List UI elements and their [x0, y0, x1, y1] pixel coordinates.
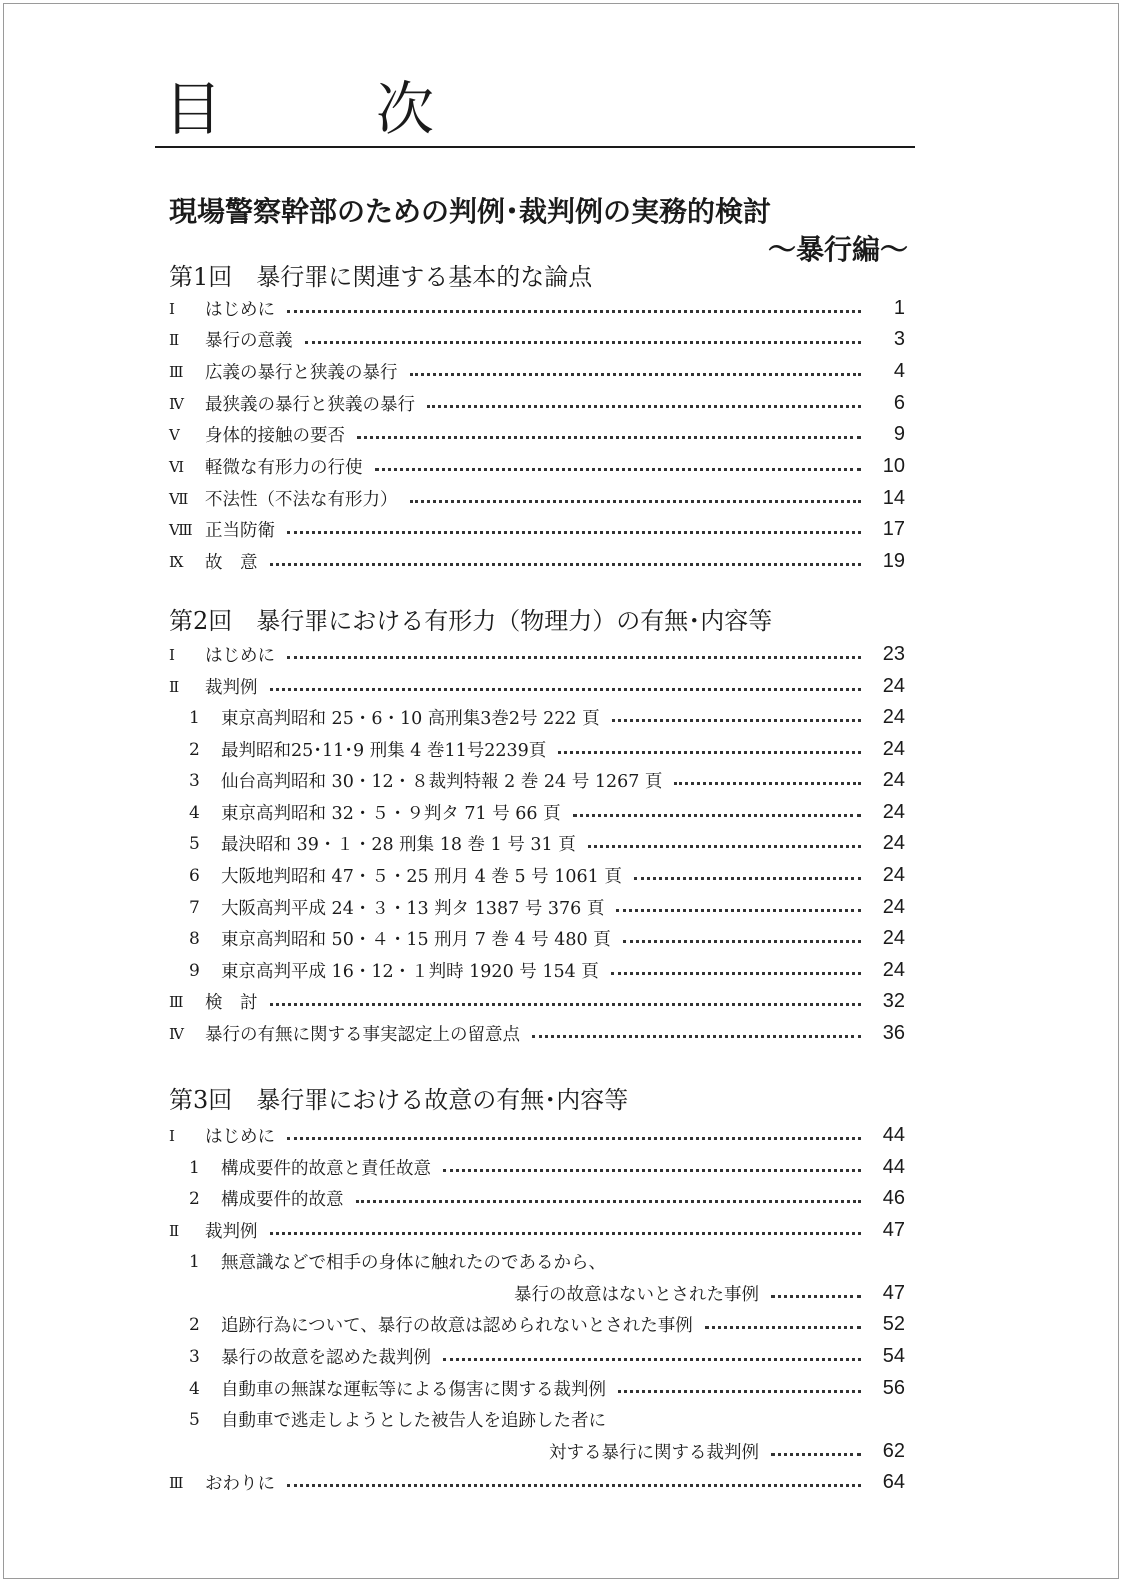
entry-number: 1 — [189, 1251, 200, 1272]
entry-number: Ⅸ — [169, 552, 184, 571]
dot-leader — [270, 563, 862, 566]
entry-title: 仙台高判昭和 30・12・８裁判特報 2 巻 24 号 1267 頁 — [221, 772, 663, 792]
entry-page: 24 — [882, 675, 905, 697]
dot-leader — [270, 1232, 862, 1235]
toc-subentry-line-1[interactable] — [169, 1246, 614, 1277]
entry-page: 23 — [882, 643, 905, 665]
entry-page: 24 — [882, 896, 905, 918]
heading-rule — [155, 146, 915, 148]
dot-leader — [616, 909, 861, 912]
entry-number: 5 — [189, 1409, 200, 1430]
entry-page: 1 — [893, 297, 905, 319]
entry-number: Ⅱ — [169, 1221, 180, 1240]
dot-leader — [771, 1453, 861, 1456]
entry-page: 24 — [882, 706, 905, 728]
toc-entry[interactable] — [169, 388, 905, 419]
entry-number: Ⅲ — [169, 992, 184, 1011]
entry-title-continued: 暴行の故意はないとされた事例 — [514, 1285, 759, 1305]
entry-page: 32 — [882, 990, 905, 1012]
dot-leader — [611, 972, 861, 975]
entry-title: 構成要件的故意 — [221, 1190, 344, 1210]
entry-title: はじめに — [205, 1127, 275, 1147]
entry-page: 10 — [882, 455, 905, 477]
dot-leader — [357, 436, 861, 439]
entry-page: 24 — [882, 959, 905, 981]
dot-leader — [623, 940, 861, 943]
dot-leader — [674, 782, 861, 785]
entry-title: 最決昭和 39・１・28 刑集 18 巻 1 号 31 頁 — [221, 835, 576, 855]
toc-subentry[interactable] — [169, 955, 905, 986]
entry-number: Ⅲ — [169, 1473, 184, 1492]
toc-subentry[interactable] — [169, 1341, 905, 1372]
dot-leader — [771, 1295, 861, 1298]
book-subtitle: ～暴行編～ — [767, 233, 908, 266]
entry-number: 8 — [189, 928, 200, 949]
dot-leader — [287, 310, 861, 313]
toc-subentry[interactable] — [169, 702, 905, 733]
toc-entry[interactable] — [169, 419, 905, 450]
dot-leader — [588, 845, 861, 848]
dot-leader — [427, 405, 861, 408]
entry-title: 故 意 — [205, 553, 258, 573]
entry-number: 1 — [189, 707, 200, 728]
entry-number: 3 — [189, 770, 200, 791]
dot-leader — [612, 719, 861, 722]
entry-page: 4 — [893, 360, 905, 382]
entry-page: 44 — [882, 1156, 905, 1178]
dot-leader — [287, 1484, 861, 1487]
dot-leader — [634, 877, 861, 880]
entry-page: 17 — [882, 518, 905, 540]
entry-title: 東京高判昭和 32・５・９判タ 71 号 66 頁 — [221, 804, 561, 824]
chapter-1-title: 第1回 暴行罪に関連する基本的な論点 — [169, 263, 593, 291]
entry-title: 軽微な有形力の行使 — [205, 458, 363, 478]
entry-title: 正当防衛 — [205, 521, 275, 541]
entry-title: 構成要件的故意と責任故意 — [221, 1159, 431, 1179]
entry-page: 54 — [882, 1345, 905, 1367]
dot-leader — [305, 341, 862, 344]
toc-entry[interactable] — [169, 1215, 905, 1246]
toc-subentry[interactable] — [169, 765, 905, 796]
entry-page: 62 — [882, 1440, 905, 1462]
entry-page: 14 — [882, 487, 905, 509]
entry-title: 最狭義の暴行と狭義の暴行 — [205, 395, 415, 415]
entry-title: 大阪高判平成 24・３・13 判タ 1387 号 376 頁 — [221, 899, 605, 919]
dot-leader — [270, 1003, 862, 1006]
entry-number: Ⅶ — [169, 489, 189, 508]
entry-page: 44 — [882, 1124, 905, 1146]
dot-leader — [573, 814, 861, 817]
entry-number: 4 — [189, 1378, 200, 1399]
entry-title: 裁判例 — [205, 678, 258, 698]
toc-entry[interactable] — [169, 1120, 905, 1151]
entry-title: 不法性（不法な有形力） — [205, 490, 398, 510]
entry-title: 東京高判昭和 50・４・15 刑月 7 巻 4 号 480 頁 — [221, 930, 611, 950]
entry-page: 9 — [893, 423, 905, 445]
entry-title: 暴行の有無に関する事実認定上の留意点 — [205, 1025, 520, 1045]
dot-leader — [443, 1169, 861, 1172]
entry-title: はじめに — [205, 300, 275, 320]
entry-number: 2 — [189, 739, 200, 760]
entry-title: 無意識などで相手の身体に触れたのであるから、 — [221, 1253, 606, 1273]
entry-page: 6 — [893, 392, 905, 414]
entry-page: 36 — [882, 1022, 905, 1044]
dot-leader — [410, 373, 862, 376]
entry-title: 身体的接触の要否 — [205, 426, 345, 446]
toc-subentry[interactable] — [169, 1183, 905, 1214]
toc-entry[interactable] — [169, 1467, 905, 1498]
toc-entry[interactable] — [169, 293, 905, 324]
entry-page: 24 — [882, 927, 905, 949]
toc-subentry[interactable] — [169, 797, 905, 828]
entry-number: 1 — [189, 1157, 200, 1178]
entry-number: 2 — [189, 1188, 200, 1209]
toc-page — [3, 3, 1119, 1579]
entry-number: 6 — [189, 865, 200, 886]
toc-heading: 目 次 — [164, 75, 483, 143]
entry-page: 3 — [893, 328, 905, 350]
entry-number: Ⅵ — [169, 457, 185, 476]
entry-title: 検 討 — [205, 993, 258, 1013]
chapter-3-title: 第3回 暴行罪における故意の有無･内容等 — [169, 1086, 629, 1114]
entry-number: 5 — [189, 833, 200, 854]
entry-title: 大阪地判昭和 47・５・25 刑月 4 巻 5 号 1061 頁 — [221, 867, 622, 887]
entry-number: Ⅳ — [169, 1024, 184, 1043]
entry-number: 4 — [189, 802, 200, 823]
entry-number: 9 — [189, 960, 200, 981]
entry-page: 24 — [882, 832, 905, 854]
entry-number: Ⅷ — [169, 520, 193, 539]
toc-subentry[interactable] — [169, 828, 905, 859]
entry-number: Ⅴ — [169, 425, 180, 444]
dot-leader — [356, 1200, 862, 1203]
entry-page: 47 — [882, 1219, 905, 1241]
entry-title: おわりに — [205, 1474, 275, 1494]
dot-leader — [270, 688, 862, 691]
toc-subentry[interactable] — [169, 923, 905, 954]
entry-page: 24 — [882, 738, 905, 760]
entry-title: 広義の暴行と狭義の暴行 — [205, 363, 398, 383]
dot-leader — [618, 1390, 861, 1393]
toc-entry[interactable] — [169, 324, 905, 355]
entry-title: 最判昭和25･11･9 刑集 4 巻11号2239頁 — [221, 741, 547, 761]
toc-entry[interactable] — [169, 639, 905, 670]
entry-title: 自動車で逃走しようとした被告人を追跡した者に — [221, 1411, 606, 1431]
dot-leader — [705, 1326, 861, 1329]
toc-subentry-line-1[interactable] — [169, 1404, 614, 1435]
entry-title: 暴行の意義 — [205, 331, 293, 351]
entry-title: はじめに — [205, 646, 275, 666]
toc-entry[interactable] — [169, 514, 905, 545]
toc-entry[interactable] — [169, 1018, 905, 1049]
toc-subentry-line-2[interactable] — [169, 1278, 905, 1309]
entry-number: Ⅳ — [169, 394, 184, 413]
entry-page: 24 — [882, 801, 905, 823]
chapter-2-title: 第2回 暴行罪における有形力（物理力）の有無･内容等 — [169, 607, 773, 635]
dot-leader — [287, 1137, 861, 1140]
entry-number: Ⅰ — [169, 299, 175, 318]
entry-number: Ⅰ — [169, 1126, 175, 1145]
entry-page: 46 — [882, 1187, 905, 1209]
entry-number: 2 — [189, 1314, 200, 1335]
toc-subentry[interactable] — [169, 860, 905, 891]
entry-page: 52 — [882, 1313, 905, 1335]
toc-entry[interactable] — [169, 483, 905, 514]
entry-number: 7 — [189, 897, 200, 918]
dot-leader — [532, 1035, 861, 1038]
toc-subentry[interactable] — [169, 1373, 905, 1404]
entry-title: 裁判例 — [205, 1222, 258, 1242]
dot-leader — [375, 468, 862, 471]
entry-title: 追跡行為について、暴行の故意は認められないとされた事例 — [221, 1316, 693, 1336]
dot-leader — [287, 531, 861, 534]
entry-page: 47 — [882, 1282, 905, 1304]
dot-leader — [558, 751, 861, 754]
entry-page: 19 — [882, 550, 905, 572]
entry-title: 自動車の無謀な運転等による傷害に関する裁判例 — [221, 1380, 606, 1400]
toc-subentry-line-2[interactable] — [169, 1436, 905, 1467]
dot-leader — [443, 1358, 861, 1361]
toc-subentry[interactable] — [169, 1152, 905, 1183]
entry-number: 3 — [189, 1346, 200, 1367]
entry-number: Ⅰ — [169, 645, 175, 664]
toc-entry[interactable] — [169, 546, 905, 577]
entry-title: 東京高判平成 16・12・１判時 1920 号 154 頁 — [221, 962, 599, 982]
toc-entry[interactable] — [169, 356, 905, 387]
entry-title: 暴行の故意を認めた裁判例 — [221, 1348, 431, 1368]
entry-page: 24 — [882, 769, 905, 791]
entry-page: 64 — [882, 1471, 905, 1493]
entry-title: 東京高判昭和 25・6・10 高刑集3巻2号 222 頁 — [221, 709, 600, 729]
dot-leader — [287, 656, 861, 659]
toc-entry[interactable] — [169, 986, 905, 1017]
entry-page: 56 — [882, 1377, 905, 1399]
entry-title-continued: 対する暴行に関する裁判例 — [549, 1443, 759, 1463]
dot-leader — [410, 500, 862, 503]
toc-entry[interactable] — [169, 451, 905, 482]
book-title: 現場警察幹部のための判例･裁判例の実務的検討 — [169, 195, 772, 228]
toc-entry[interactable] — [169, 671, 905, 702]
toc-subentry[interactable] — [169, 1309, 905, 1340]
entry-number: Ⅱ — [169, 330, 180, 349]
entry-page: 24 — [882, 864, 905, 886]
toc-subentry[interactable] — [169, 892, 905, 923]
toc-subentry[interactable] — [169, 734, 905, 765]
entry-number: Ⅲ — [169, 362, 184, 381]
entry-number: Ⅱ — [169, 677, 180, 696]
